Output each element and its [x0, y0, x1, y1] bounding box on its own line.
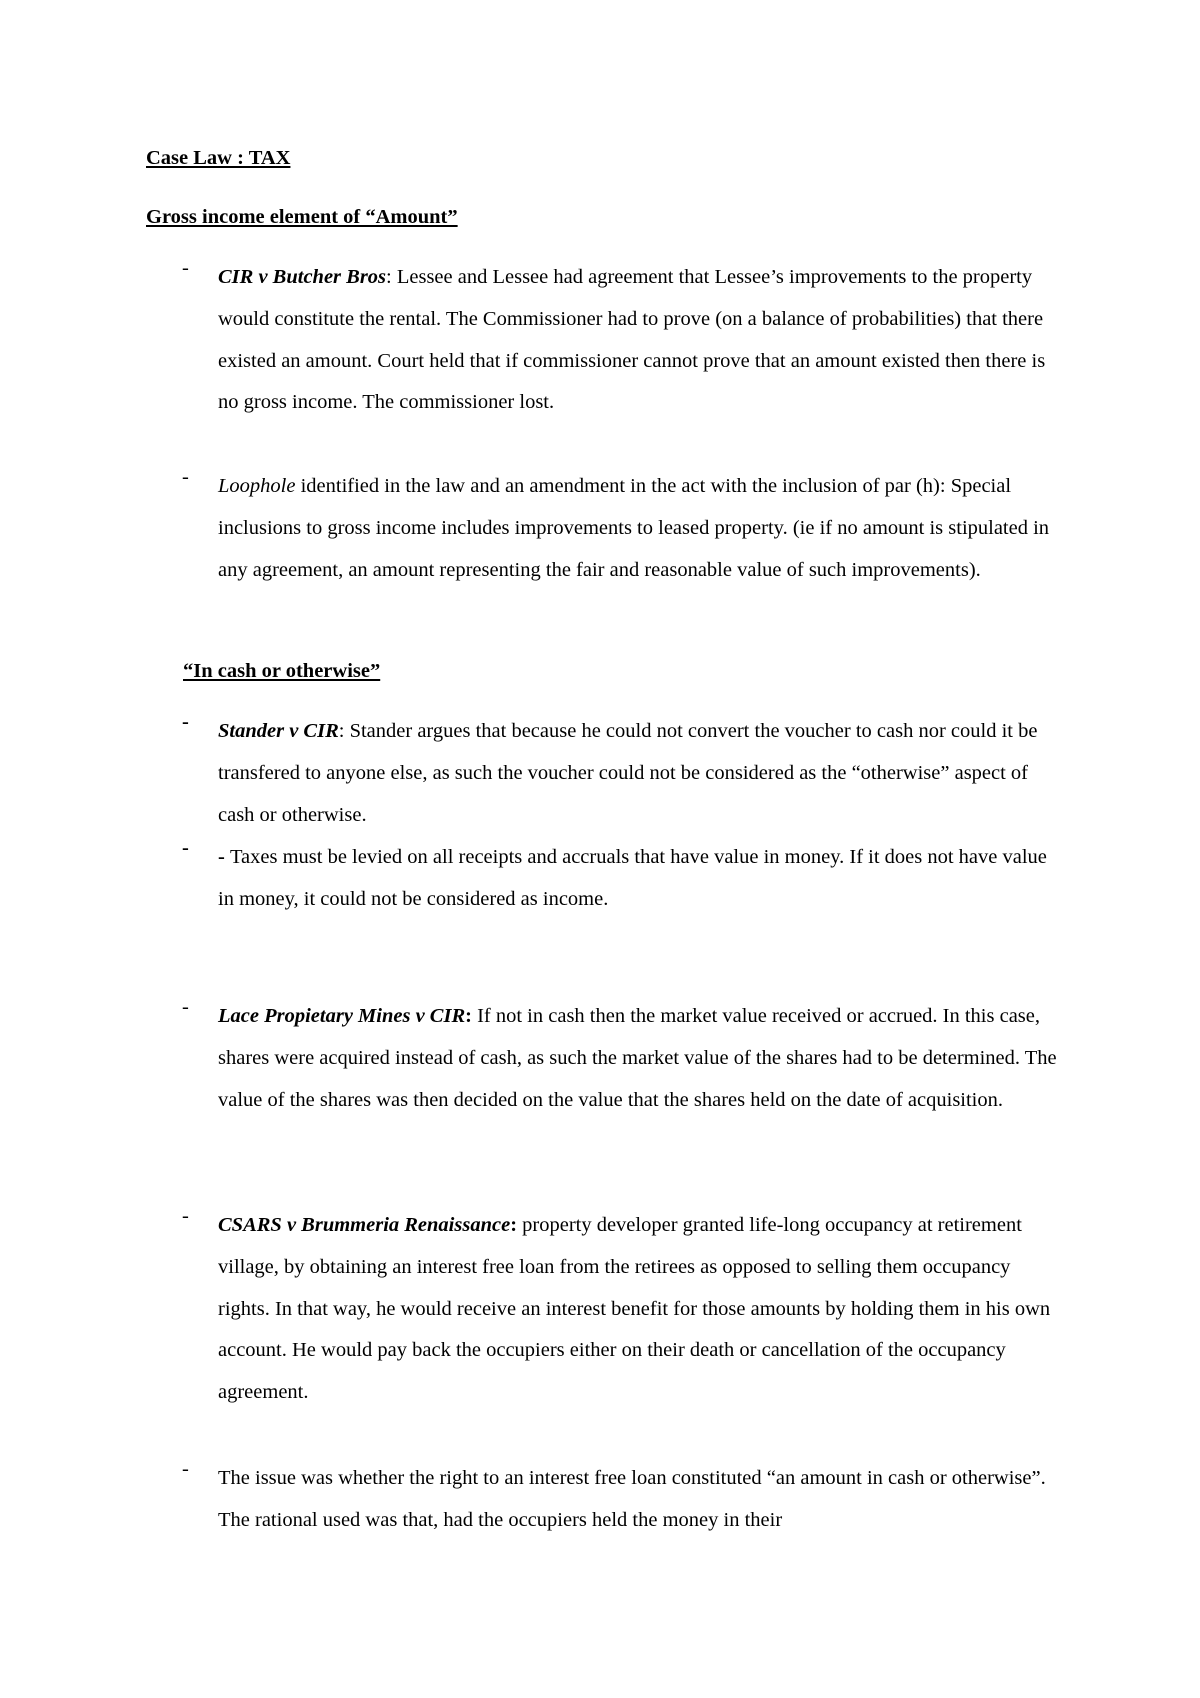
list-item-text — [218, 837, 1066, 921]
item-lead: Loophole — [218, 475, 296, 497]
item-lead: - — [218, 846, 230, 868]
item-description: Taxes must be levied on all receipts and accruals that have value in money. If it does not have value in money, it could not be considered as income. — [218, 846, 1047, 910]
bullet-dash: - — [182, 1205, 189, 1227]
list-item-text — [218, 257, 1066, 424]
case-separator: : — [386, 266, 397, 288]
case-description: property developer granted life-long occupancy at retirement village, by obtaining an interest free loan from the retirees as opposed to selling them occupancy rights. In that way, he would receive an interest benefit for those amounts by holding them in his own account. He would pay back the occupiers either on their death or cancellation of the occupancy agreement. — [218, 1214, 1051, 1404]
list-item — [146, 1205, 1066, 1414]
bullet-dash: - — [182, 1458, 189, 1480]
case-description: Stander argues that because he could not convert the voucher to cash nor could it be transfered to anyone else, as such the voucher could not be considered as the “otherwise” aspect of cash or otherwise. — [218, 720, 1038, 826]
case-separator: : — [338, 720, 350, 742]
case-description: Lessee and Lessee had agreement that Lessee’s improvements to the property would constitute the rental. The Commissioner had to prove (on a balance of probabilities) that there existed an amount. Court held that if commissioner cannot prove that an amount existed then there is no gross income. The commissioner lost. — [218, 266, 1046, 414]
section-heading-amount: Gross income element of “Amount” — [146, 206, 458, 228]
list-item — [146, 996, 1066, 1121]
list-item-text — [218, 1205, 1066, 1414]
bullet-dash: - — [182, 711, 189, 733]
list-item-text — [218, 466, 1066, 591]
case-description: If not in cash then the market value received or accrued. In this case, shares were acquired instead of cash, as such the market value of the shares had to be determined. The value of the shares was then decided on the value that the shares held on the date of acquisition. — [218, 1005, 1057, 1111]
bullet-dash: - — [182, 466, 189, 488]
document-title: Case Law : TAX — [146, 147, 291, 169]
list-item — [146, 837, 1066, 921]
bullet-dash: - — [182, 257, 189, 279]
list-item-text: The issue was whether the right to an interest free loan constituted “an amount in cash or otherwise”. The rational used was that, had the occupiers held the money in their — [218, 1467, 1046, 1531]
case-name: Lace Propietary Mines v CIR — [218, 1005, 466, 1027]
section-heading-cash: “In cash or otherwise” — [183, 660, 381, 682]
item-description: identified in the law and an amendment in the act with the inclusion of par (h): Special inclusions to gross income includes improvements to leased property. (ie if no amount is stipulated in any agreement, an amount representing the fair and reasonable value of such improvements). — [218, 475, 1050, 581]
list-item-text — [218, 996, 1066, 1121]
case-name: Stander v CIR — [218, 720, 339, 742]
list-item-text — [218, 711, 1066, 836]
list-item — [146, 466, 1066, 591]
case-name: CSARS v Brummeria Renaissance — [218, 1214, 511, 1236]
case-separator: : — [465, 1005, 478, 1027]
list-item — [146, 711, 1066, 836]
list-item — [146, 1458, 1066, 1542]
bullet-dash: - — [182, 837, 189, 859]
case-separator: : — [510, 1214, 523, 1236]
list-item — [146, 257, 1066, 424]
case-name: CIR v Butcher Bros — [218, 266, 387, 288]
bullet-dash: - — [182, 996, 189, 1018]
